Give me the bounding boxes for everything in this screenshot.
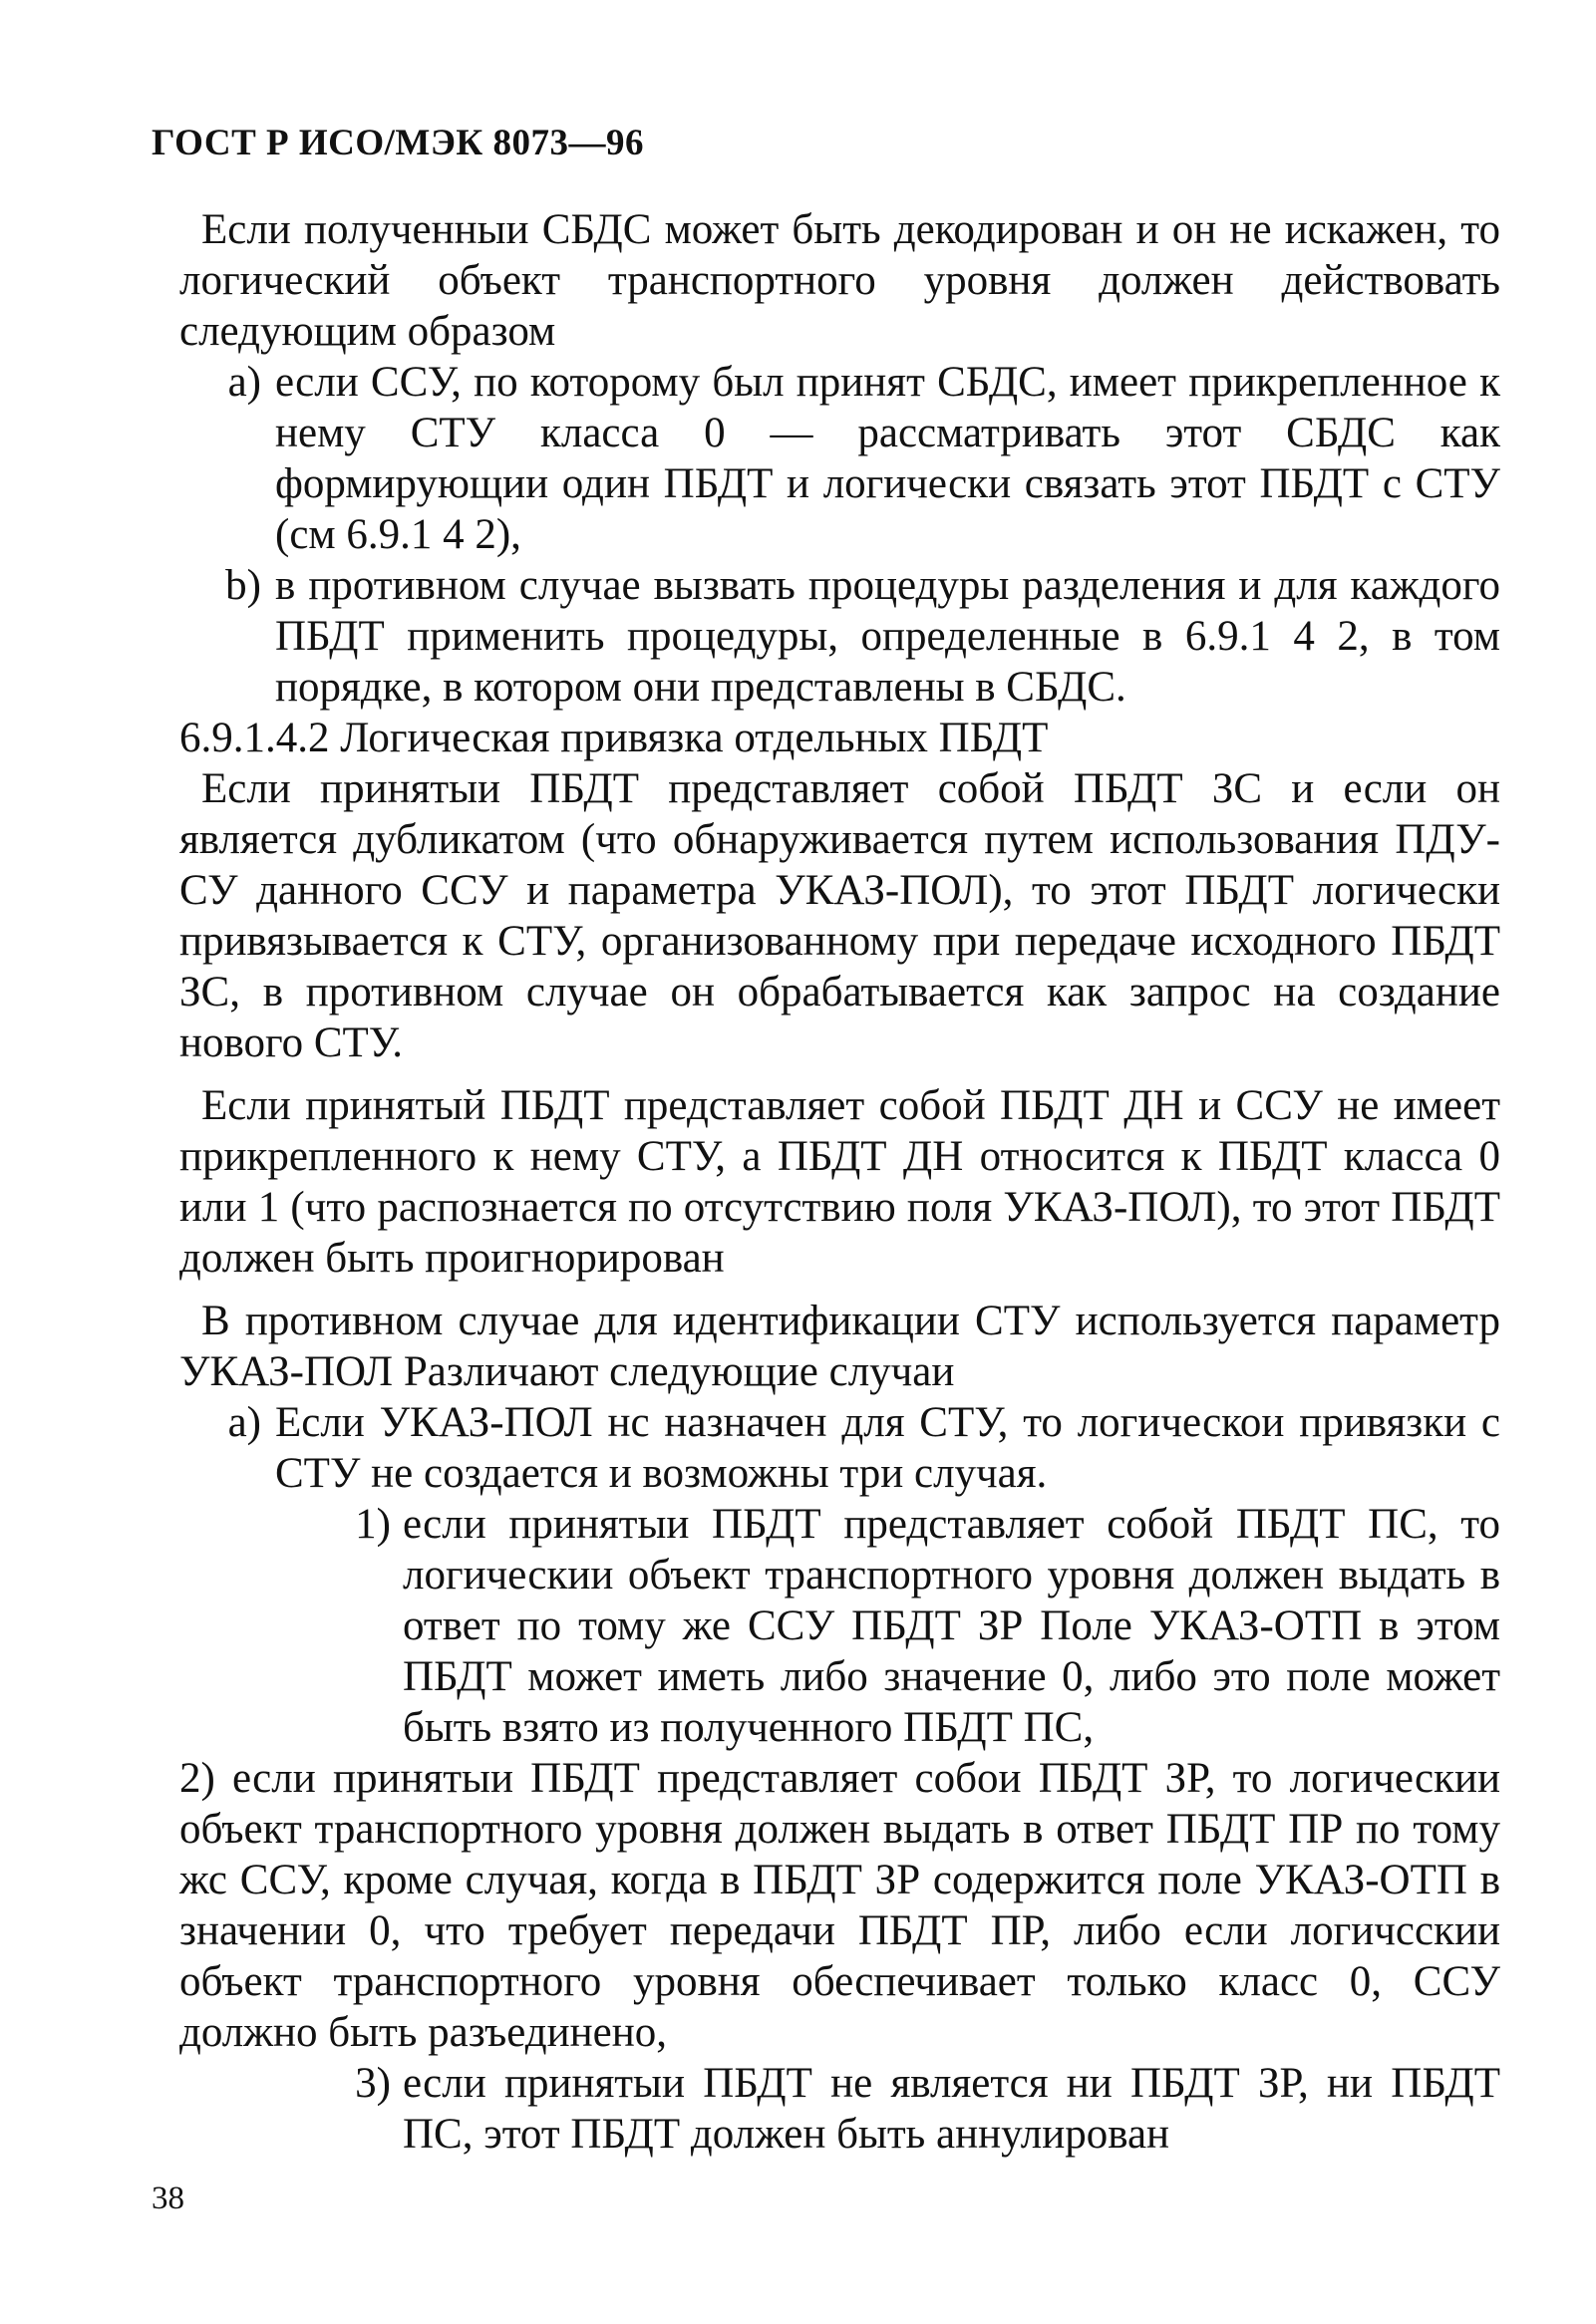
list-marker-b: b) bbox=[225, 562, 261, 609]
list-item-b bbox=[179, 560, 1500, 713]
paragraph-otherwise: В противном случае для идентификации СТУ используется параметр УКАЗ-ПОЛ Различают следующие случаи bbox=[179, 1298, 1500, 1395]
sub-item-2: 2) если принятыи ПБДТ представляет собои ПБДТ ЗР, то логическии объект транспортного уровня должен выдать в ответ ПБДТ ПР по тому жс ССУ, кроме случая, когда в ПБДТ ЗР содержится поле УКАЗ-ОТП в значении 0, что требует передачи ПБДТ ПР, либо если логичсскии объект транспортного уровня обеспечивает только класс 0, ССУ должно быть разъединено, bbox=[179, 1755, 1500, 2056]
sub-marker-3: 3) bbox=[355, 2060, 391, 2107]
sub-marker-1: 1) bbox=[355, 1501, 391, 1548]
list-text-a: если ССУ, по которому был принят СБДС, имеет прикрепленное к нему СТУ класса 0 — рассматривать этот СБДС как формирующии один ПБДТ и логически связать этот ПБДТ с СТУ (см 6.9.1 4 2), bbox=[275, 359, 1500, 558]
list-marker-a: a) bbox=[227, 359, 261, 406]
sub-text-3: если принятыи ПБДТ не является ни ПБДТ ЗР, ни ПБДТ ПС, этот ПБДТ должен быть аннулирован bbox=[403, 2060, 1500, 2158]
list-text-cases-a: Если УКАЗ-ПОЛ нс назначен для СТУ, то логическои привязки с СТУ не создается и возможны три случая. bbox=[275, 1399, 1500, 1497]
list-item-cases-a bbox=[179, 1397, 1500, 1499]
document-body bbox=[179, 204, 1500, 2160]
list-item-a bbox=[179, 357, 1500, 560]
sub-text-1: если принятыи ПБДТ представляет собой ПБДТ ПС, то логическии объект транспортного уровня должен выдать в ответ по тому же ССУ ПБДТ ЗР Поле УКАЗ-ОТП в этом ПБДТ может иметь либо значение 0, либо это поле может быть взято из полученного ПБДТ ПС, bbox=[403, 1501, 1500, 1751]
list-text-b: в противном случае вызвать процедуры разделения и для каждого ПБДТ применить процедуры, определенные в 6.9.1 4 2, в том порядке, в котором они представлены в СБДС. bbox=[275, 562, 1500, 711]
section-heading: 6.9.1.4.2 Логическая привязка отдельных ПБДТ bbox=[179, 715, 1049, 761]
sub-item-1 bbox=[179, 1499, 1500, 1753]
list-marker-cases-a: a) bbox=[227, 1399, 261, 1446]
document-header: ГОСТ Р ИСО/МЭК 8073—96 bbox=[152, 123, 645, 163]
paragraph-duplicate: Если принятыи ПБДТ представляет собой ПБДТ ЗС и если он является дубликатом (что обнаруживается путем использования ПДУ-СУ данного ССУ и параметра УКАЗ-ПОЛ), то этот ПБДТ логически привязывается к СТУ, организованному при передаче исходного ПБДТ ЗС, в противном случае он обрабатывается как запрос на создание нового СТУ. bbox=[179, 765, 1500, 1066]
sub-item-3 bbox=[179, 2058, 1500, 2160]
paragraph-dn: Если принятый ПБДТ представляет собой ПБДТ ДН и ССУ не имеет прикрепленного к нему СТУ, а ПБДТ ДН относится к ПБДТ класса 0 или 1 (что распознается по отсутствию поля УКАЗ-ПОЛ), то этот ПБДТ должен быть проигнорирован bbox=[179, 1082, 1500, 1282]
paragraph-intro: Если полученныи СБДС может быть декодирован и он не искажен, то логический объект транспортного уровня должен действовать следующим образом bbox=[179, 206, 1500, 355]
page-number: 38 bbox=[152, 2180, 184, 2216]
